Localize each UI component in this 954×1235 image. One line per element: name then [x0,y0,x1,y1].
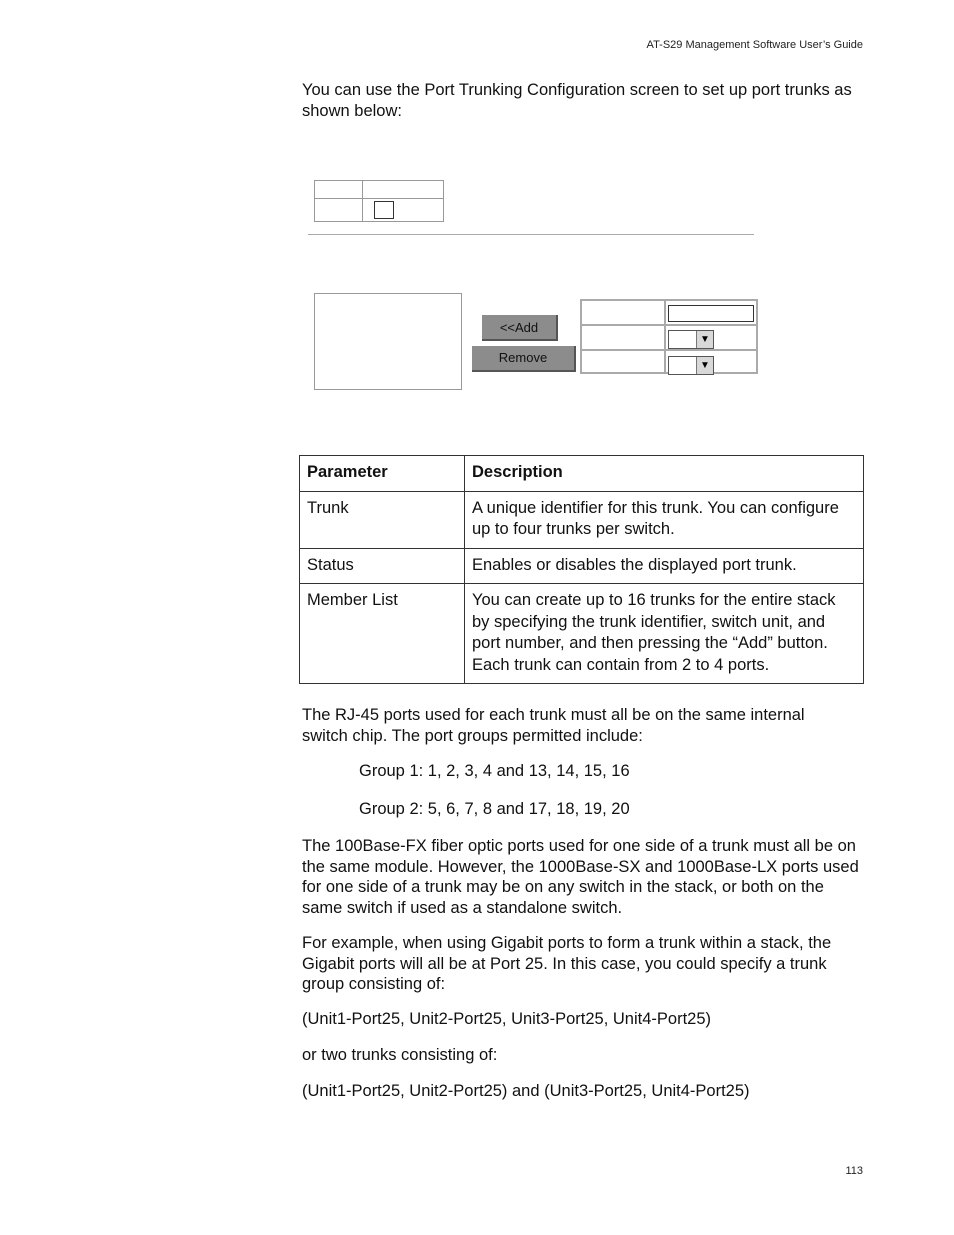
rj45-paragraph: The RJ-45 ports used for each trunk must all be on the same internal switch chip. The port groups permitted include: [302,706,805,745]
or-paragraph: or two trunks consisting of: [302,1046,498,1064]
chevron-down-icon: ▼ [696,357,713,374]
trunk-id-input[interactable] [668,305,754,322]
port-select[interactable] [668,356,714,375]
table-cell-description: Enables or disables the displayed port trunk. [465,548,864,584]
table-cell-description: You can create up to 16 trunks for the entire stack by specifying the trunk identifier, switch unit, and port number, and then pressing the “Add” button. Each trunk can contain from 2 to 4 ports. [465,584,864,684]
parameter-table [299,455,864,684]
table-header-description: Description [465,456,864,492]
table-row [300,584,864,684]
group-1-line: Group 1: 1, 2, 3, 4 and 13, 14, 15, 16 [359,762,630,780]
table-header-row [300,456,864,492]
table-row [300,548,864,584]
member-select-table [580,299,758,374]
page-number: 113 [845,1165,863,1177]
trunk-status-table [314,180,444,222]
unit-select[interactable] [668,330,714,349]
running-header: AT-S29 Management Software User’s Guide [646,39,863,51]
example-trunk-2: (Unit1-Port25, Unit2-Port25) and (Unit3-Port25, Unit4-Port25) [302,1082,750,1100]
table-header-parameter: Parameter [300,456,465,492]
section-divider [308,234,754,235]
group-2-line: Group 2: 5, 6, 7, 8 and 17, 18, 19, 20 [359,800,630,818]
add-button[interactable]: <<Add [482,315,558,341]
example-paragraph: For example, when using Gigabit ports to form a trunk within a stack, the Gigabit ports will all be at Port 25. In this case, you could specify a trunk group consisting of: [302,934,832,993]
table-cell-description: A unique identifier for this trunk. You can configure up to four trunks per switch. [465,491,864,548]
table-row [300,491,864,548]
status-checkbox[interactable] [374,201,394,219]
remove-button[interactable]: Remove [472,346,576,372]
chevron-down-icon: ▼ [696,331,713,348]
table-cell-parameter: Status [300,548,465,584]
member-list-box[interactable] [314,293,462,390]
fiber-paragraph: The 100Base-FX fiber optic ports used for one side of a trunk must all be on the same module. However, the 1000Base-SX and 1000Base-LX ports used for one side of a trunk may be on any switch in the stack, or both on the same switch if used as a standalone switch. [302,837,859,917]
example-trunk-1: (Unit1-Port25, Unit2-Port25, Unit3-Port25, Unit4-Port25) [302,1010,712,1028]
table-cell-parameter: Trunk [300,491,465,548]
table-cell-parameter: Member List [300,584,465,684]
intro-paragraph: You can use the Port Trunking Configuration screen to set up port trunks as shown below: [302,81,852,120]
